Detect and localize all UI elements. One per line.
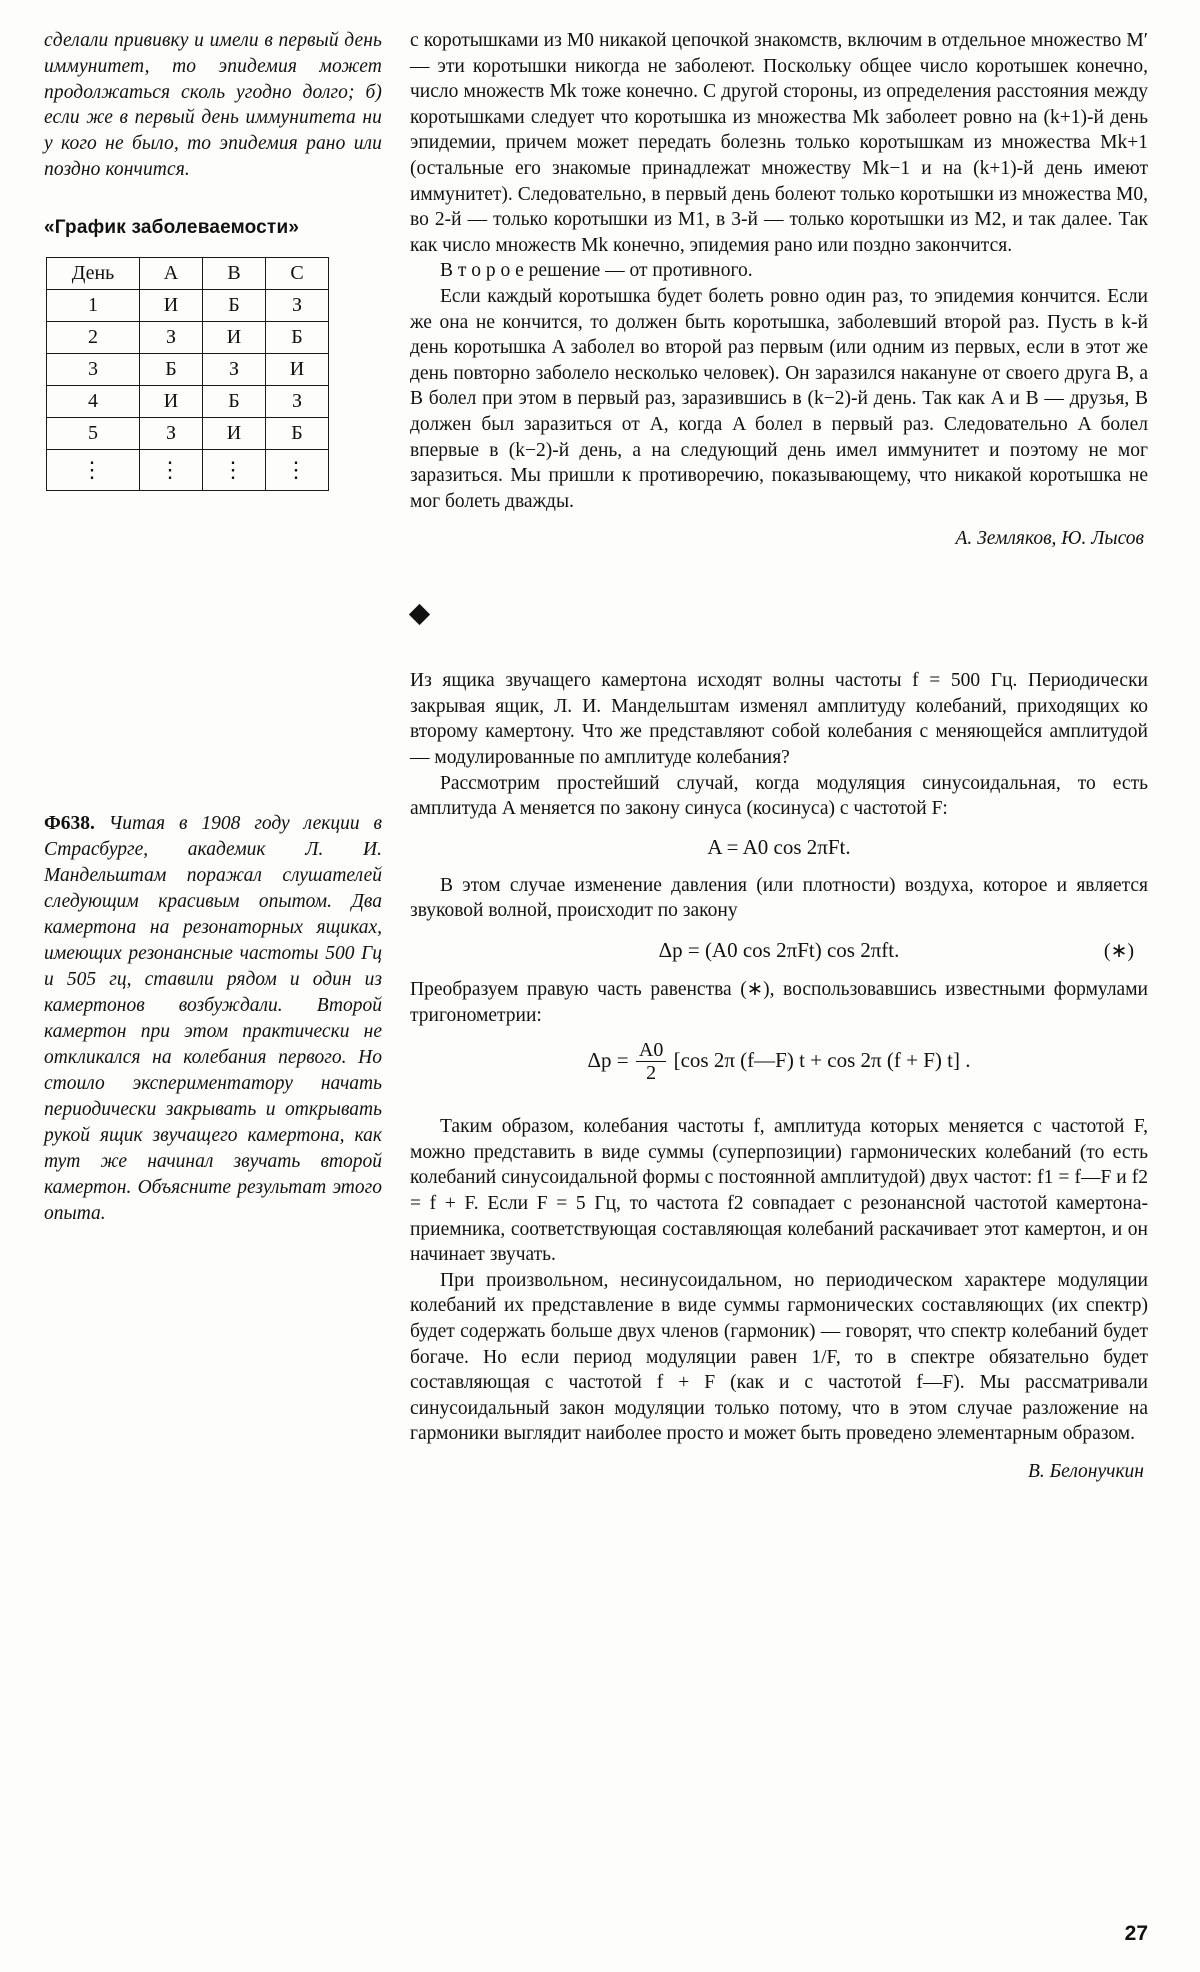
table-row (47, 289, 329, 321)
left-column-spacer (44, 491, 382, 811)
cell-c: И (266, 353, 329, 385)
cell-day: 4 (47, 385, 140, 417)
table-row (47, 353, 329, 385)
diamond-icon (409, 604, 430, 625)
table-row (47, 385, 329, 417)
cell-a: З (140, 321, 203, 353)
cell-day: 5 (47, 417, 140, 449)
physics-solution-paragraph-3: В этом случае изменение давления (или плотности) воздуха, которое и является звуковой волной, происходит по закону (410, 874, 1148, 922)
physics-solution-paragraph-2: Рассмотрим простейший случай, когда модуляция синусоидальная, то есть амплитуда A меняется по закону синуса (косинуса) с частотой F: (410, 772, 1148, 820)
authors-signature-2: В. Белонучкин (1027, 1460, 1144, 1482)
table-header-row (47, 257, 329, 289)
right-column-spacer (410, 640, 1148, 668)
cell-ellipsis-day: ⋮ (47, 449, 140, 490)
cell-ellipsis-c: ⋮ (266, 449, 329, 490)
cell-b: З (203, 353, 266, 385)
formula-fraction-numerator: A0 (636, 1041, 666, 1062)
illness-chart-table (46, 257, 329, 491)
physics-solution-paragraph-5: Таким образом, колебания частоты f, амплитуда которых меняется с частотой F, можно представить в виде суммы (суперпозиции) гармонических колебаний (то есть колебаний синусоидальной формы с постоянной амплитудой) двух частот: f1 = f—F и f2 = f + F. Если F = 5 Гц, то частота f2 совпадает с резонансной частотой камертона-приемника, соответствующая составляющая колебаний раскачивает этот камертон, и он начинает звучать. (410, 1116, 1148, 1266)
problem-number: Ф638. (44, 812, 95, 834)
table-header-a: A (140, 257, 203, 289)
formula-expanded-rest: [cos 2π (f—F) t + cos 2π (f + F) t] . (673, 1048, 971, 1073)
formula-pressure-row (410, 938, 1148, 963)
physics-solution-paragraph-4: Преобразуем правую часть равенства (∗), воспользовавшись известными формулами тригонометрии: (410, 979, 1148, 1026)
table-row-ellipsis (47, 449, 329, 490)
formula-fraction (636, 1041, 666, 1083)
formula-fraction-denominator: 2 (646, 1062, 657, 1085)
physics-solution-paragraph-6: При произвольном, несинусоидальном, но периодическом характере модуляции колебаний их представление в виде суммы гармонических составляющих (их спектр) будет содержать больше двух членов (гармоник) — говорят, что спектр колебаний будет богаче. Но если период модуляции равен 1/F, то в спектре обязательно будет составляющая с частотой f + F (как и с частотой f—F). Мы рассматривали синусоидальный закон модуляции только потому, что в этом случае разложение на гармоники выглядит наиболее просто и может быть проведено элементарным образом. (410, 1269, 1148, 1445)
formula-equation-number: (∗) (1103, 940, 1134, 963)
cell-c: Б (266, 417, 329, 449)
table-row (47, 417, 329, 449)
formula-expanded (410, 1041, 1148, 1083)
cell-a: Б (140, 353, 203, 385)
two-column-layout (44, 28, 1148, 1483)
formula-spacer (410, 1096, 1148, 1114)
cell-ellipsis-a: ⋮ (140, 449, 203, 490)
table-header-day: День (47, 257, 140, 289)
cell-ellipsis-b: ⋮ (203, 449, 266, 490)
table-header-c: C (266, 257, 329, 289)
cell-day: 1 (47, 289, 140, 321)
solution-paragraph-2: Если каждый коротышка будет болеть ровно один раз, то эпидемия кончится. Если же она не кончится, то должен быть коротышка, заболевший второй раз. Пусть в k-й день коротышка A заболел во второй раз первым (или одним из первых, если в этот же день повторно заболело несколько человек). Он заразился накануне от своего друга B, а B болел при этом в первый раз, заразившись в (k−2)-й день. Так как A и B — друзья, B должен был заразиться от A, когда A болел в первый раз. Следовательно A болел впервые в (k−2)-й день, а на следующий день имел иммунитет и поэтому не мог заразиться. Мы пришли к противоречию, показывающему, что никакой коротышка не мог болеть дважды. (410, 285, 1148, 512)
page-number: 27 (1124, 1922, 1148, 1945)
problem-text: Читая в 1908 году лекции в Страсбурге, академик Л. И. Мандельштам поражал слушателей следующим красивым опытом. Два камертона на резонаторных ящиках, имеющих резонансные частоты 500 Гц и 505 гц, ставили рядом и один из камертонов возбуждали. Второй камертон при этом практически не откликался на колебания первого. Но стоило экспериментатору начать периодически закрывать и открывать рукой ящик звучащего камертона, как тут же начинал звучать второй камертон. Объясните результат этого опыта. (44, 812, 382, 1224)
cell-c: З (266, 385, 329, 417)
formula-amplitude: A = A0 cos 2πFt. (707, 834, 851, 859)
cell-a: З (140, 417, 203, 449)
cell-b: Б (203, 289, 266, 321)
solution-paragraph-1: с коротышками из M0 никакой цепочкой знакомств, включим в отдельное множество M′ — эти коротышки никогда не заболеют. Поскольку общее число коротышек конечно, число множеств Mk тоже конечно. С другой стороны, из определения расстояния между коротышками следует что коротышка из множества Mk заболеет ровно на (k+1)-й день эпидемии, причем может передать болезнь только коротышкам из множества Mk+1 (остальные его знакомые принадлежат множеству Mk−1 и на (k+1)-й день имеют иммунитет). Следовательно, в первый день болеют только коротышки из множества M0, во 2-й — только коротышки из M1, в 3-й — только коротышки из M2, и так далее. Так как число множеств Mk конечно, эпидемия рано или поздно закончится. (410, 30, 1148, 256)
formula-pressure: Δp = (A0 cos 2πFt) cos 2πft. (658, 938, 900, 963)
left-column (44, 28, 404, 1483)
cell-a: И (140, 289, 203, 321)
continuation-paragraph: сделали прививку и имели в первый день иммунитет, то эпидемия может продолжаться сколь угодно долго; б) если же в первый день иммунитета ни у кого не было, то эпидемия рано или поздно кончится. (44, 30, 382, 180)
authors-signature-1: А. Земляков, Ю. Лысов (955, 528, 1144, 550)
problem-statement (44, 811, 382, 1227)
cell-c: З (266, 289, 329, 321)
cell-c: Б (266, 321, 329, 353)
chart-caption: «График заболеваемости» (44, 216, 300, 238)
section-divider (410, 606, 1148, 626)
cell-day: 3 (47, 353, 140, 385)
table-header-b: B (203, 257, 266, 289)
cell-b: Б (203, 385, 266, 417)
physics-solution-paragraph-1: Из ящика звучащего камертона исходят волны частоты f = 500 Гц. Периодически закрывая ящик, Л. И. Мандельштам изменял амплитуду колебаний, приходящих ко второму камертону. Что же представляют собой колебания с меняющейся амплитудой — модулированные по амплитуде колебания? (410, 670, 1148, 769)
second-solution-label: В т о р о е решение — от противного. (440, 260, 753, 282)
cell-b: И (203, 321, 266, 353)
table-row (47, 321, 329, 353)
cell-b: И (203, 417, 266, 449)
right-column (404, 28, 1148, 1483)
cell-a: И (140, 385, 203, 417)
cell-day: 2 (47, 321, 140, 353)
formula-expanded-lead: Δp = (587, 1048, 629, 1073)
